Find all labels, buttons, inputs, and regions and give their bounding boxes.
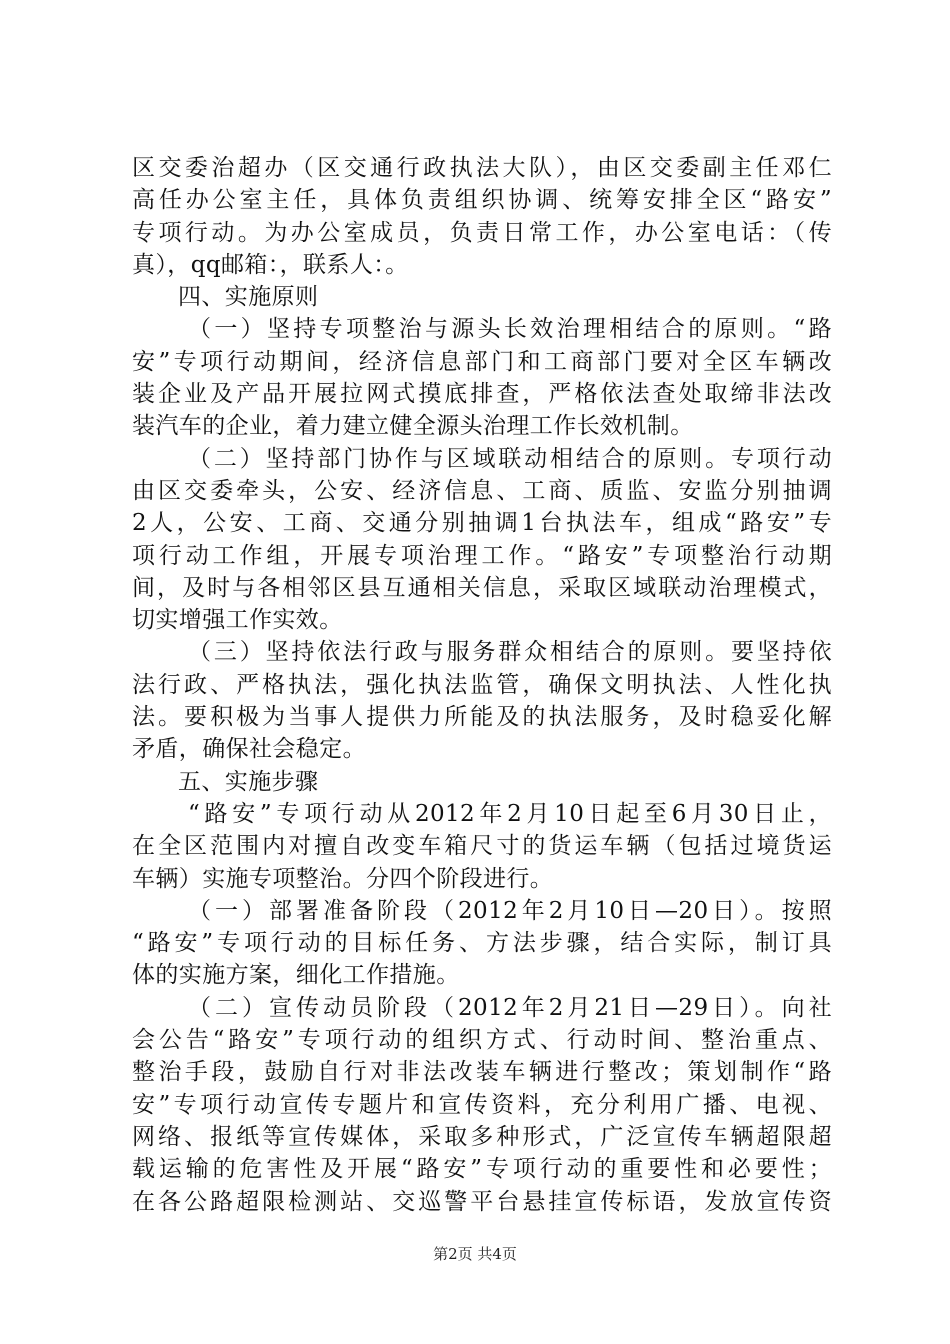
text-line: 载运输的危害性及开展“路安”专项行动的重要性和必要性； [132,1156,832,1183]
text-line: 装企业及产品开展拉网式摸底排查，严格依法查处取缔非法改 [132,381,832,408]
text-line: 在全区范围内对擅自改变车箱尺寸的货运车辆（包括过境货运 [132,833,832,860]
text-line: 五、实施步骤 [178,768,319,795]
page-number-label: 第2页 共4页 [433,1245,517,1263]
text-line: 安”专项行动宣传专题片和宣传资料，充分利用广播、电视、 [132,1091,832,1118]
text-line: 车辆）实施专项整治。分四个阶段进行。 [132,865,554,892]
text-line: （二）宣传动员阶段（2012年2月21日—29日）。向社 [188,994,832,1021]
text-line: 真），qq邮箱：，联系人：。 [132,251,409,278]
text-line: 项行动工作组，开展专项治理工作。“路安”专项整治行动期 [132,542,832,569]
text-line: 网络、报纸等宣传媒体，采取多种形式，广泛宣传车辆超限超 [132,1123,832,1150]
text-line: “路安”专项行动从2012年2月10日起至6月30日止， [188,800,832,827]
text-line: 在各公路超限检测站、交巡警平台悬挂宣传标语，发放宣传资 [132,1188,832,1215]
text-line: （三）坚持依法行政与服务群众相结合的原则。要坚持依 [188,639,832,666]
text-line: 整治手段，鼓励自行对非法改装车辆进行整改；策划制作“路 [132,1059,832,1086]
text-line: 法行政、严格执法，强化执法监管，确保文明执法、人性化执 [132,671,832,698]
text-line: 安”专项行动期间，经济信息部门和工商部门要对全区车辆改 [132,348,832,375]
text-line: 高任办公室主任，具体负责组织协调、统筹安排全区“路安” [132,187,832,214]
page-footer [0,1243,950,1264]
text-line: （一）部署准备阶段（2012年2月10日—20日）。按照 [188,897,832,924]
text-line: 法。要积极为当事人提供力所能及的执法服务，及时稳妥化解 [132,704,832,731]
text-line: 体的实施方案，细化工作措施。 [132,962,460,989]
text-line: 专项行动。为办公室成员，负责日常工作，办公室电话：（传 [132,219,832,246]
text-line: 会公告“路安”专项行动的组织方式、行动时间、整治重点、 [132,1027,832,1054]
text-line: 2人，公安、工商、交通分别抽调1台执法车，组成“路安”专 [132,510,832,537]
text-line: 间，及时与各相邻区县互通相关信息，采取区域联动治理模式， [132,574,832,601]
document-body [132,152,832,1218]
text-line: 由区交委牵头，公安、经济信息、工商、质监、安监分别抽调 [132,477,832,504]
text-line: 装汽车的企业，着力建立健全源头治理工作长效机制。 [132,413,694,440]
text-line: （一）坚持专项整治与源头长效治理相结合的原则。“路 [188,316,832,343]
text-line: 四、实施原则 [178,284,319,311]
text-line: 矛盾，确保社会稳定。 [132,736,366,763]
text-line: 区交委治超办（区交通行政执法大队），由区交委副主任邓仁 [132,155,832,181]
text-line: （二）坚持部门协作与区域联动相结合的原则。专项行动 [188,445,832,472]
text-line: “路安”专项行动的目标任务、方法步骤，结合实际，制订具 [132,930,832,957]
text-line: 切实增强工作实效。 [132,607,343,634]
